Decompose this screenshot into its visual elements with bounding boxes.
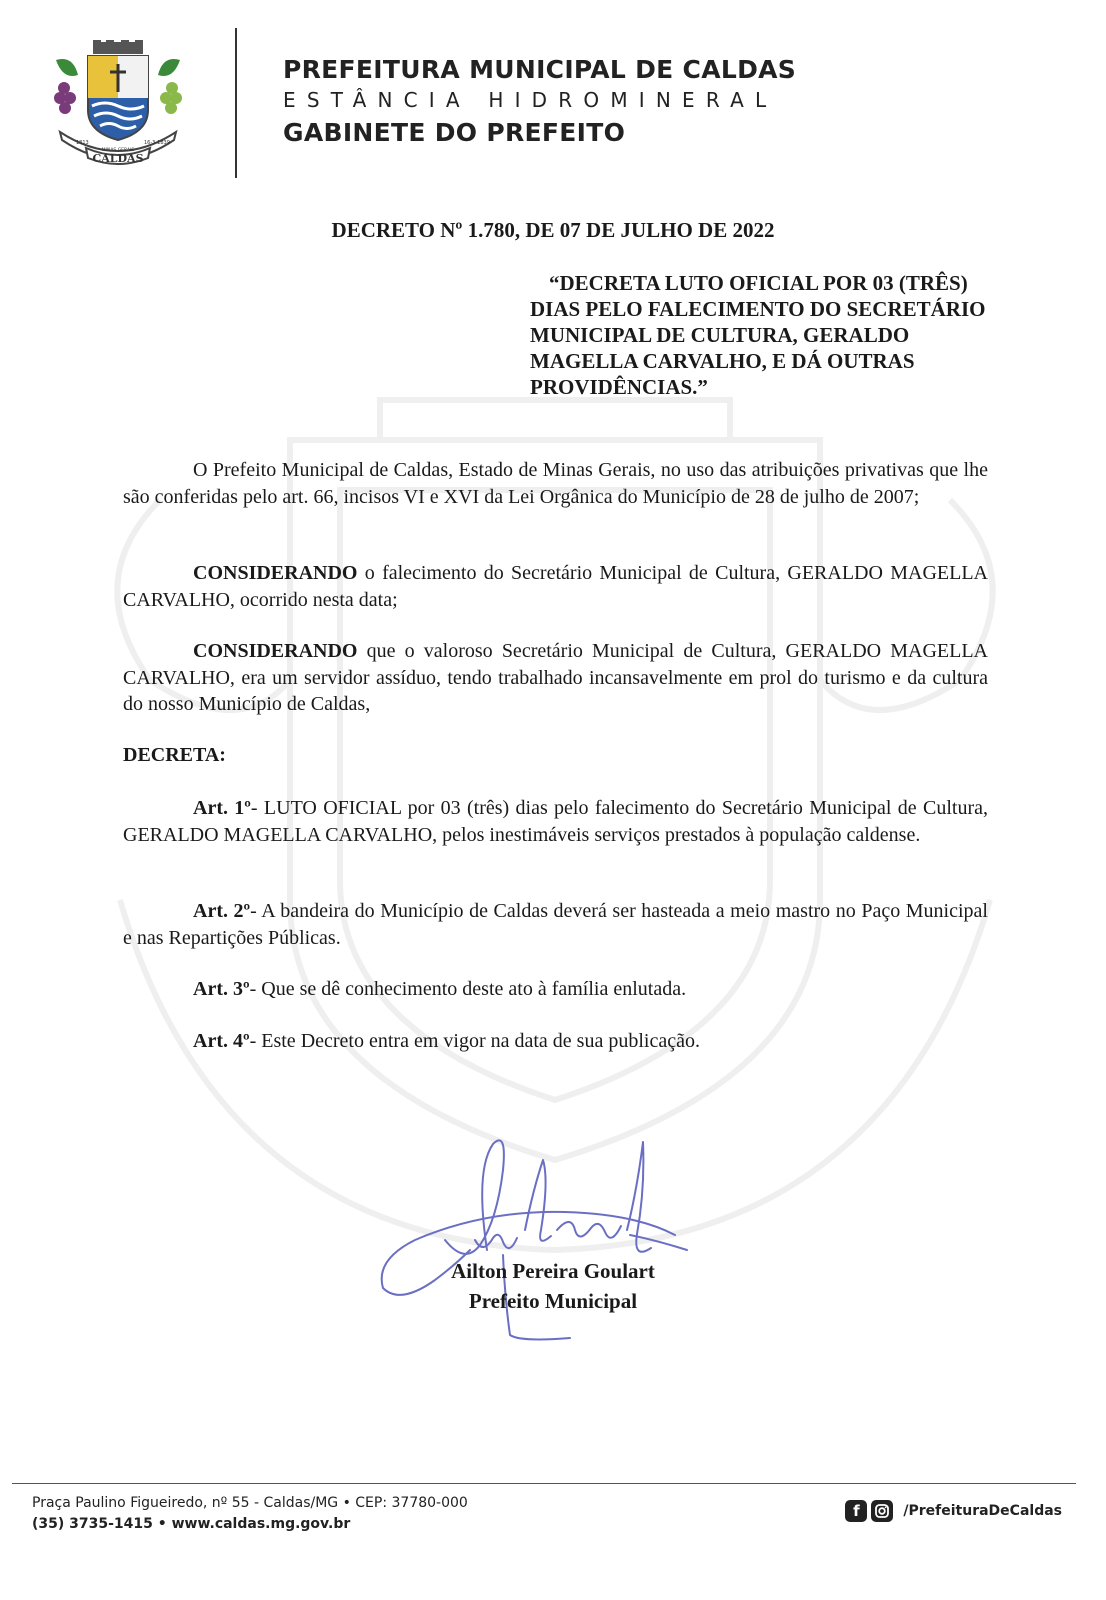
crest-date-left: 1813 — [76, 140, 89, 146]
signer-name-text: Ailton Pereira Goulart — [451, 1259, 655, 1283]
signer-role — [0, 1289, 1106, 1314]
letterhead — [0, 0, 1106, 190]
considerando-paragraph-2 — [123, 638, 988, 718]
header-divider — [235, 28, 237, 178]
decree-ementa: “DECRETA LUTO OFICIAL POR 03 (TRÊS) DIAS PELO FALECIMENTO DO SECRETÁRIO MUNICIPAL DE CULTURA, GERALDO MAGELLA CARVALHO, E DÁ OUTRAS PROVIDÊNCIAS.” — [530, 271, 986, 399]
signer-name — [0, 1259, 1106, 1284]
office-title: GABINETE DO PREFEITO — [283, 118, 626, 147]
footer-social — [845, 1500, 1062, 1522]
article-text: - Que se dê conhecimento deste ato à família enlutada. — [249, 978, 687, 1000]
facebook-icon: f — [845, 1500, 867, 1522]
footer-address: Praça Paulino Figueiredo, nº 55 - Caldas/MG • CEP: 37780-000 — [32, 1495, 468, 1511]
crest-state-label: MINAS GERAIS — [101, 148, 135, 153]
article-1 — [123, 795, 988, 848]
handwritten-signature — [375, 1130, 705, 1350]
article-3 — [123, 976, 988, 1003]
article-2 — [123, 898, 988, 951]
article-4 — [123, 1028, 988, 1055]
preamble-text: O Prefeito Municipal de Caldas, Estado de Minas Gerais, no uso das atribuições privativas que lhe são conferidas pelo art. 66, incisos VI e XVI da Lei Orgânica do Município de 28 de julho de 2007; — [123, 459, 988, 508]
considerando-label: CONSIDERANDO — [193, 640, 358, 662]
article-text: - A bandeira do Município de Caldas deverá ser hasteada a meio mastro no Paço Municipal e nas Repartições Públicas. — [123, 900, 988, 949]
article-label: Art. 2º — [193, 900, 251, 922]
footer-divider — [12, 1483, 1076, 1484]
article-text: - LUTO OFICIAL por 03 (três) dias pelo falecimento do Secretário Municipal de Cultura, GERALDO MAGELLA CARVALHO, pelos inestimáveis serviços prestados à população caldense. — [123, 797, 988, 846]
municipality-title: PREFEITURA MUNICIPAL DE CALDAS — [283, 55, 797, 84]
article-text: - Este Decreto entra em vigor na data de sua publicação. — [249, 1030, 700, 1052]
considerando-text: que o valoroso Secretário Municipal de Cultura, GERALDO MAGELLA CARVALHO, era um servidor assíduo, tendo trabalhado incansavelmente em prol do turismo e da cultura do nosso Município de Caldas, — [123, 640, 988, 715]
signer-role-text: Prefeito Municipal — [468, 1289, 638, 1313]
considerando-paragraph-1 — [123, 560, 988, 613]
decree-title: DECRETO Nº 1.780, DE 07 DE JULHO DE 2022 — [331, 218, 775, 242]
social-handle: /PrefeituraDeCaldas — [903, 1503, 1062, 1519]
instagram-icon — [871, 1500, 893, 1522]
preamble-paragraph — [123, 457, 988, 510]
crest-caldas-label: CALDAS — [92, 152, 144, 165]
crest-date-right: 16-3-1839 — [144, 140, 170, 146]
decreta-heading: DECRETA: — [123, 744, 226, 766]
considerando-text: o falecimento do Secretário Municipal de Cultura, GERALDO MAGELLA CARVALHO, ocorrido nesta data; — [123, 562, 988, 611]
caldas-coat-of-arms-icon — [48, 40, 188, 165]
article-label: Art. 1º — [193, 797, 251, 819]
article-label: Art. 3º — [193, 978, 250, 1000]
considerando-label: CONSIDERANDO — [193, 562, 358, 584]
municipality-subtitle: ESTÂNCIA HIDROMINERAL — [283, 88, 778, 112]
article-label: Art. 4º — [193, 1030, 250, 1052]
footer-contact: (35) 3735-1415 • www.caldas.mg.gov.br — [32, 1516, 351, 1532]
